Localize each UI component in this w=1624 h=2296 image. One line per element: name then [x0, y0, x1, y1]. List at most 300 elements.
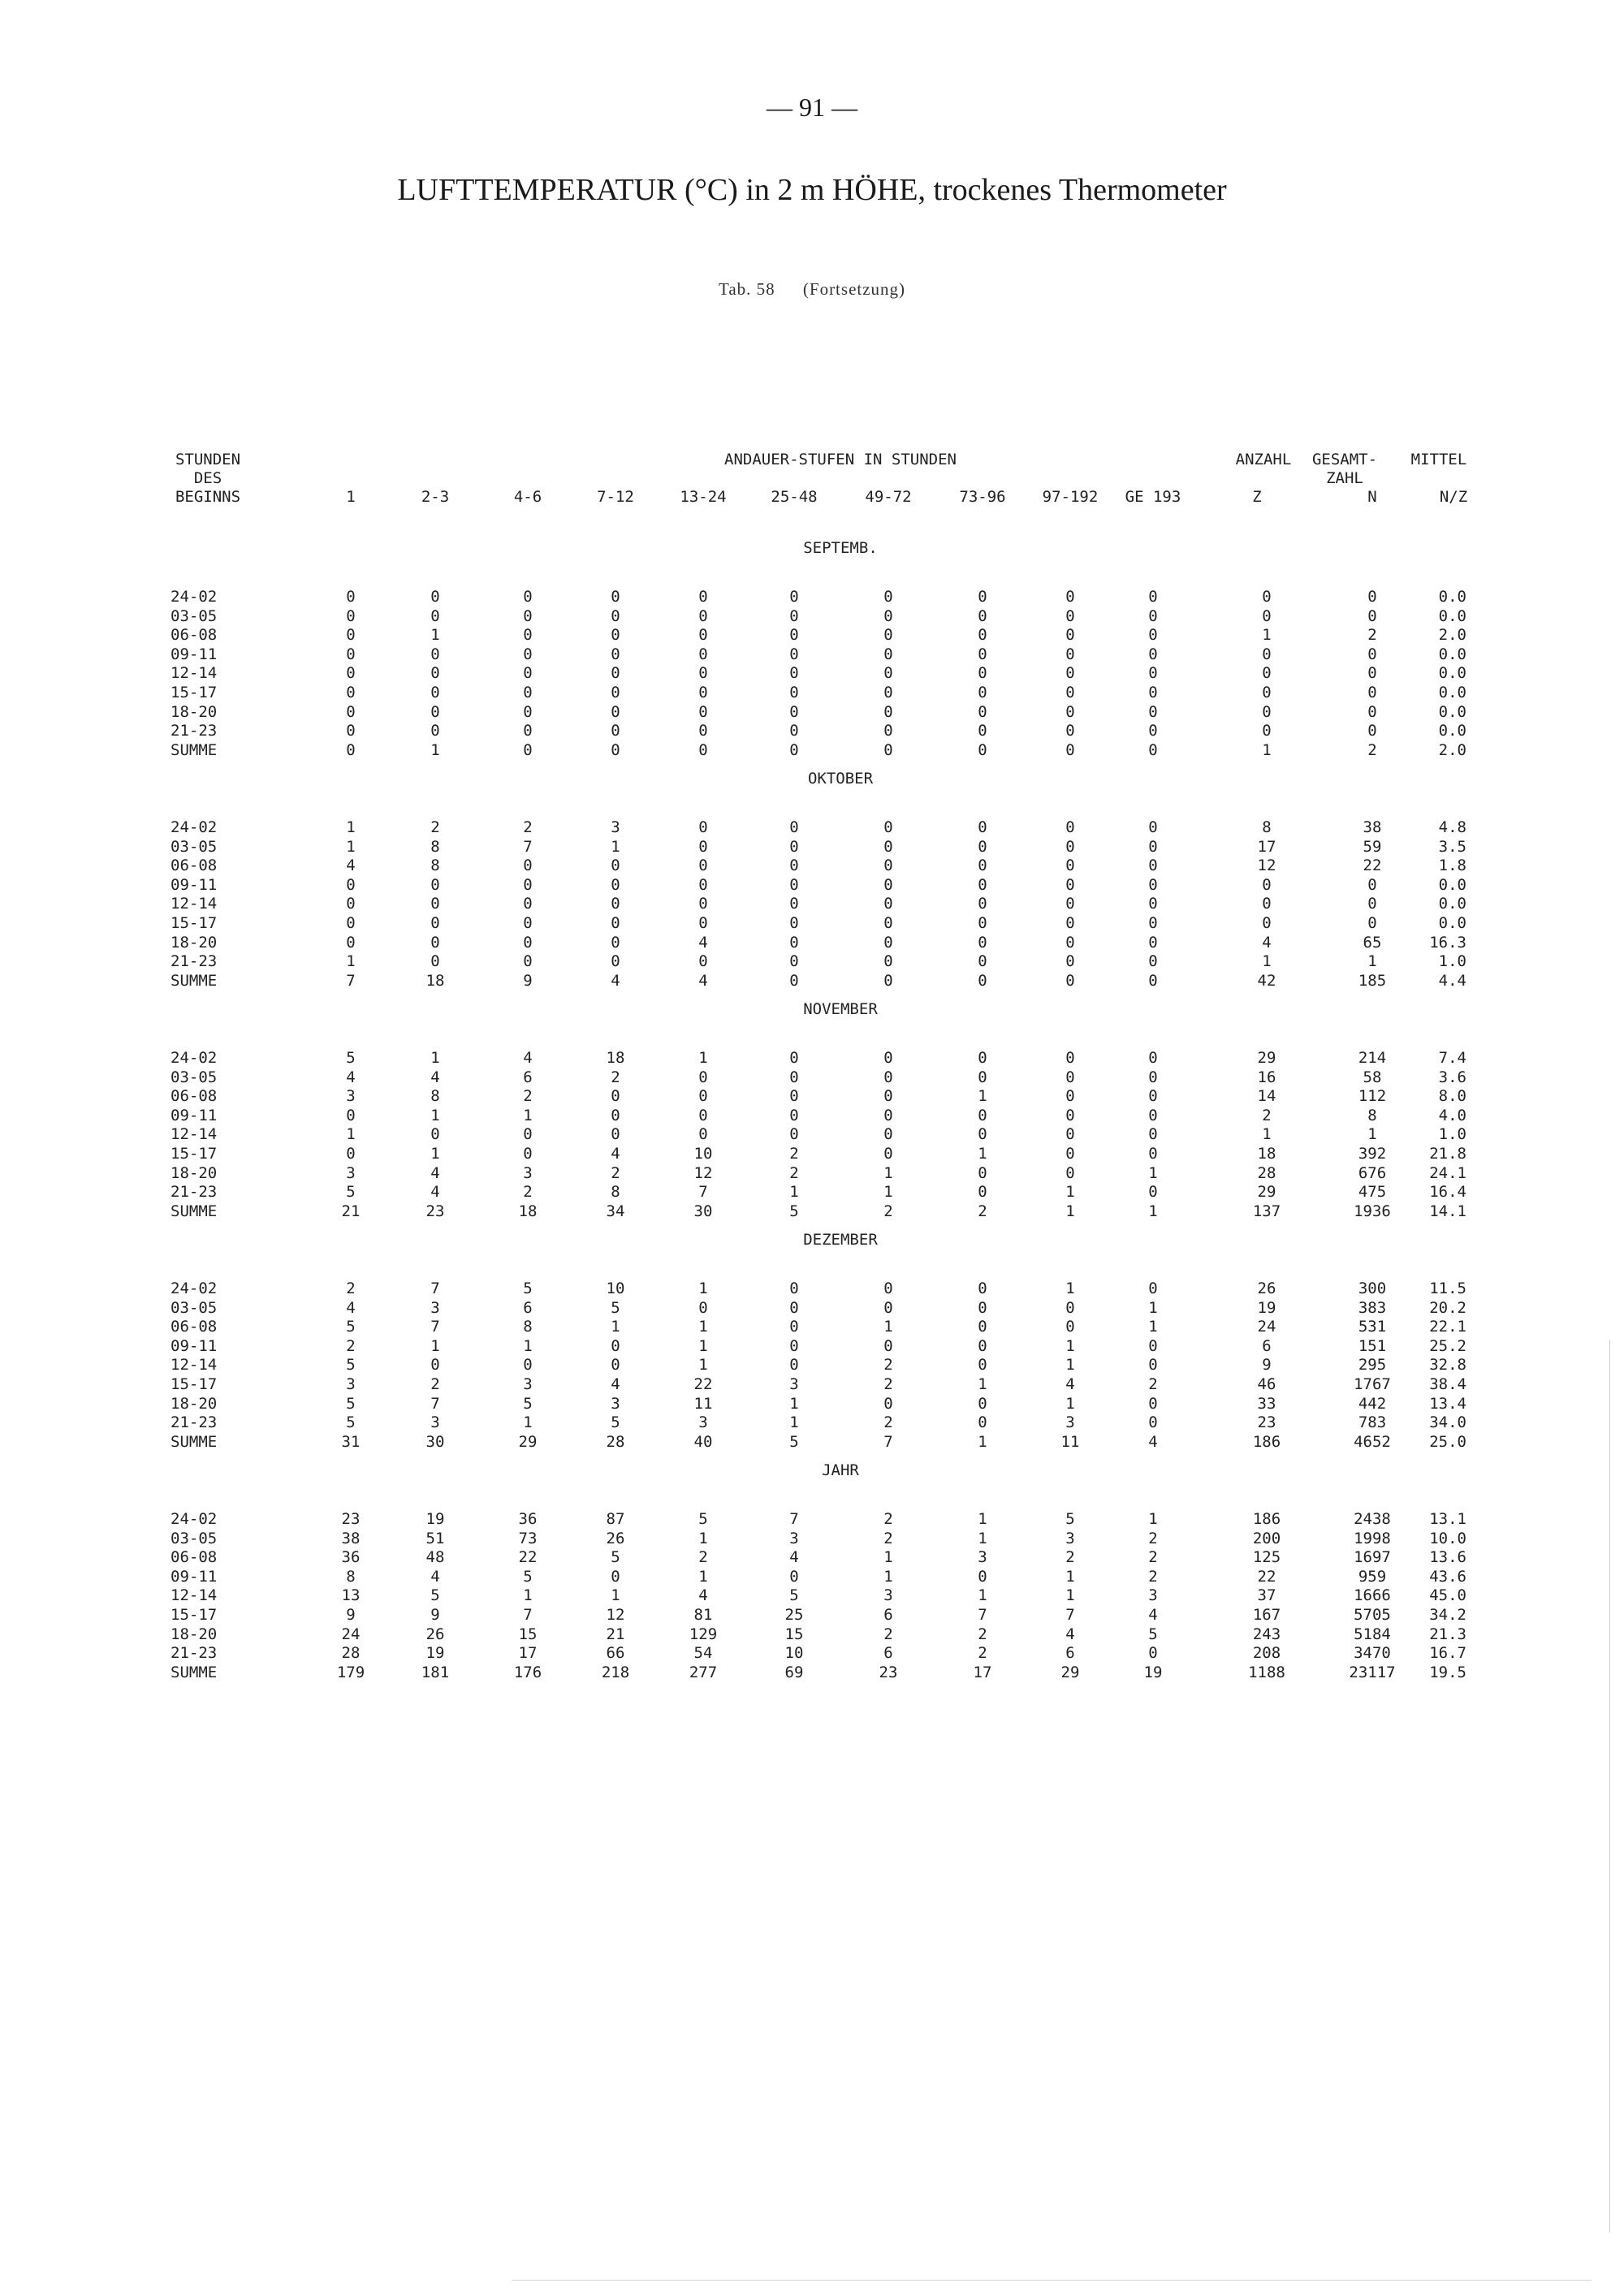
table-cell: 1	[1367, 1125, 1377, 1144]
table-cell: 0.0	[1438, 664, 1466, 683]
row-label: 06-08	[171, 1318, 218, 1336]
table-cell: 1	[978, 1375, 987, 1393]
table-cell: 4	[1065, 1625, 1075, 1643]
table-cell: 0	[523, 626, 533, 645]
table-cell: 0	[789, 684, 799, 701]
table-cell: 4652	[1354, 1432, 1391, 1451]
table-cell: 0	[883, 818, 893, 836]
table-cell: 4	[1262, 933, 1272, 952]
table-cell: 24	[1257, 1318, 1276, 1336]
table-cell: 1	[1065, 1356, 1075, 1375]
table-cell: 186	[1252, 1510, 1281, 1528]
row-label: SUMME	[171, 1663, 218, 1681]
table-cell: 3	[346, 1375, 356, 1393]
table-cell: 1	[430, 740, 440, 759]
row-label: 15-17	[171, 1375, 218, 1393]
scan-bottom-line	[512, 2280, 1592, 2281]
table-cell: 0	[883, 933, 893, 952]
table-cell: 26	[425, 1625, 445, 1643]
table-cell: 0	[430, 1356, 440, 1375]
section-title: DEZEMBER	[803, 1231, 878, 1249]
table-cell: 1.8	[1438, 857, 1466, 875]
table-cell: 3	[789, 1375, 799, 1393]
table-cell: 4	[1065, 1375, 1075, 1393]
row-label: 06-08	[171, 626, 218, 645]
table-cell: 392	[1358, 1145, 1387, 1163]
row-label: 12-14	[171, 1356, 218, 1375]
table-cell: 0	[430, 875, 440, 894]
table-cell: 0	[698, 1106, 708, 1124]
table-cell: 1	[1148, 1510, 1158, 1528]
table-cell: 0	[789, 702, 799, 721]
table-cell: 0	[1367, 645, 1377, 663]
table-cell: 0	[978, 588, 987, 606]
table-cell: 6	[523, 1298, 533, 1317]
table-cell: 73	[518, 1529, 538, 1547]
table-cell: 4	[523, 1049, 533, 1067]
table-cell: 475	[1358, 1183, 1387, 1202]
table-cell: 383	[1358, 1298, 1387, 1317]
table-cell: 11	[693, 1394, 713, 1413]
table-subtitle	[0, 279, 1624, 300]
table-cell: 0	[611, 1106, 620, 1124]
table-cell: 32.8	[1429, 1356, 1466, 1375]
table-cell: 1	[1065, 1183, 1075, 1202]
table-cell: 0	[698, 702, 708, 721]
table-cell: 3	[1065, 1413, 1075, 1432]
table-cell: 25.2	[1429, 1336, 1466, 1355]
table-cell: 2	[1148, 1375, 1158, 1393]
table-cell: 0	[883, 1068, 893, 1086]
table-cell: 24.1	[1429, 1163, 1466, 1182]
table-cell: 0	[789, 933, 799, 952]
row-label: 12-14	[171, 664, 218, 683]
table-cell: 4.8	[1438, 818, 1466, 836]
table-cell: 0	[1148, 664, 1158, 683]
table-cell: 1	[430, 1049, 440, 1067]
table-cell: 7	[523, 837, 533, 856]
row-label: 12-14	[171, 895, 218, 913]
table-cell: 0	[978, 1125, 987, 1144]
table-cell: 0	[978, 1318, 987, 1336]
table-cell: 0	[1367, 914, 1377, 932]
table-cell: 0	[430, 684, 440, 701]
table-cell: 1	[430, 1145, 440, 1163]
table-cell: 2	[883, 1356, 893, 1375]
table-cell: 2.0	[1438, 740, 1466, 759]
row-label: 18-20	[171, 702, 218, 721]
table-cell: 0	[789, 606, 799, 625]
table-cell: 4	[698, 933, 708, 952]
table-cell: 0	[789, 1049, 799, 1067]
table-cell: 0	[1262, 722, 1272, 740]
table-cell: 0	[1065, 740, 1075, 759]
table-cell: 0	[430, 645, 440, 663]
row-label: SUMME	[171, 971, 218, 990]
table-cell: 11	[1060, 1432, 1080, 1451]
table-cell: 1	[698, 1280, 708, 1297]
table-cell: 0	[1065, 971, 1075, 990]
table-cell: 0	[789, 740, 799, 759]
table-cell: 7	[698, 1183, 708, 1202]
table-cell: 0	[611, 606, 620, 625]
table-cell: 0	[346, 606, 356, 625]
table-cell: 12	[693, 1163, 713, 1182]
table-cell: 16	[1257, 1068, 1276, 1086]
table-cell: 81	[693, 1606, 713, 1624]
table-cell: 0	[430, 606, 440, 625]
table-cell: 28	[606, 1432, 625, 1451]
table-cell: 5	[1148, 1625, 1158, 1643]
row-label: SUMME	[171, 1432, 218, 1451]
table-cell: 66	[606, 1644, 625, 1663]
table-cell: 0	[1367, 895, 1377, 913]
row-label: SUMME	[171, 1202, 218, 1220]
continuation-note: (Fortsetzung)	[802, 279, 906, 299]
header-anzahl: ANZAHL	[1235, 451, 1292, 468]
table-cell: 0	[883, 684, 893, 701]
table-cell: 0	[1148, 952, 1158, 971]
table-cell: 3	[789, 1529, 799, 1547]
table-cell: 7	[346, 971, 356, 990]
row-label: 21-23	[171, 952, 218, 971]
table-cell: 5	[346, 1394, 356, 1413]
section-title: NOVEMBER	[803, 1000, 878, 1018]
row-label: 24-02	[171, 1280, 218, 1297]
table-cell: 2	[1367, 740, 1377, 759]
table-cell: 2	[523, 1087, 533, 1106]
table-cell: 3	[611, 818, 620, 836]
table-cell: 13.6	[1429, 1548, 1466, 1567]
table-cell: 5	[523, 1567, 533, 1586]
table-cell: 38.4	[1429, 1375, 1466, 1393]
table-cell: 0	[978, 1394, 987, 1413]
table-cell: 23	[879, 1663, 898, 1681]
table-cell: 8	[611, 1183, 620, 1202]
table-cell: 2	[789, 1145, 799, 1163]
table-cell: 2	[523, 818, 533, 836]
table-cell: 1	[978, 1510, 987, 1528]
table-cell: 1	[883, 1318, 893, 1336]
table-cell: 1	[698, 1336, 708, 1355]
table-cell: 0	[883, 1145, 893, 1163]
table-cell: 0	[883, 875, 893, 894]
table-cell: 783	[1358, 1413, 1387, 1432]
table-cell: 1	[346, 818, 356, 836]
table-cell: 0	[789, 875, 799, 894]
table-cell: 0	[883, 857, 893, 875]
table-cell: 179	[336, 1663, 365, 1681]
row-label: 06-08	[171, 1087, 218, 1106]
table-cell: 0	[789, 952, 799, 971]
table-cell: 0	[1065, 857, 1075, 875]
table-cell: 0	[1148, 1106, 1158, 1124]
table-cell: 21.3	[1429, 1625, 1466, 1643]
table-cell: 0	[1262, 895, 1272, 913]
row-label: 18-20	[171, 933, 218, 952]
table-cell: 0	[1065, 952, 1075, 971]
row-label: 15-17	[171, 1145, 218, 1163]
table-cell: 17	[973, 1663, 992, 1681]
table-cell: 5	[346, 1356, 356, 1375]
table-cell: 0	[789, 1567, 799, 1586]
table-cell: 3	[1148, 1586, 1158, 1605]
table-cell: 26	[606, 1529, 625, 1547]
table-cell: 531	[1358, 1318, 1387, 1336]
table-cell: 22	[518, 1548, 538, 1567]
table-cell: 0	[698, 1125, 708, 1144]
table-cell: 0	[1148, 1280, 1158, 1297]
table-cell: 0	[698, 1298, 708, 1317]
table-cell: 2	[883, 1413, 893, 1432]
table-cell: 7	[978, 1606, 987, 1624]
table-cell: 0	[978, 1298, 987, 1317]
table-cell: 0	[1148, 722, 1158, 740]
table-cell: 5	[523, 1280, 533, 1297]
table-cell: 0	[789, 818, 799, 836]
table-cell: 18	[606, 1049, 625, 1067]
table-cell: 1	[1065, 1567, 1075, 1586]
header-n: N	[1367, 488, 1377, 506]
table-cell: 11.5	[1429, 1280, 1466, 1297]
table-cell: 125	[1252, 1548, 1281, 1567]
section-title: JAHR	[822, 1461, 859, 1479]
table-cell: 2	[611, 1068, 620, 1086]
table-cell: 1	[1065, 1394, 1075, 1413]
row-label: 09-11	[171, 875, 218, 894]
table-cell: 0	[1262, 875, 1272, 894]
table-cell: 4	[789, 1548, 799, 1567]
table-cell: 295	[1358, 1356, 1387, 1375]
table-cell: 1	[1065, 1280, 1075, 1297]
table-cell: 10	[606, 1280, 625, 1297]
section-title: OKTOBER	[807, 770, 874, 788]
table-cell: 19	[1143, 1663, 1163, 1681]
table-cell: 0	[523, 1125, 533, 1144]
table-cell: 0	[789, 1068, 799, 1086]
table-cell: 1.0	[1438, 1125, 1466, 1144]
table-cell: 59	[1363, 837, 1382, 856]
table-cell: 0	[611, 588, 620, 606]
table-cell: 1.0	[1438, 952, 1466, 971]
header-zahl: ZAHL	[1326, 469, 1363, 487]
table-cell: 2	[1367, 626, 1377, 645]
table-cell: 1	[346, 1125, 356, 1144]
table-cell: 0	[1367, 606, 1377, 625]
row-label: 03-05	[171, 837, 218, 856]
table-cell: 1	[978, 1145, 987, 1163]
table-cell: 0	[978, 1280, 987, 1297]
table-cell: 0	[611, 684, 620, 701]
table-cell: 3	[346, 1163, 356, 1182]
table-cell: 0	[789, 971, 799, 990]
table-cell: 28	[1257, 1163, 1276, 1182]
table-cell: 0	[1065, 1125, 1075, 1144]
table-cell: 15	[784, 1625, 804, 1643]
table-cell: 2	[978, 1202, 987, 1220]
row-label: 18-20	[171, 1163, 218, 1182]
table-cell: 30	[693, 1202, 713, 1220]
table-cell: 0	[611, 933, 620, 952]
table-cell: 1	[1065, 1336, 1075, 1355]
table-cell: 5	[698, 1510, 708, 1528]
table-cell: 0	[430, 952, 440, 971]
table-cell: 0	[1148, 740, 1158, 759]
table-cell: 0	[978, 1068, 987, 1086]
row-label: 09-11	[171, 1336, 218, 1355]
table-cell: 5	[346, 1413, 356, 1432]
table-cell: 0	[1065, 1068, 1075, 1086]
table-cell: 0	[978, 818, 987, 836]
table-cell: 442	[1358, 1394, 1387, 1413]
table-cell: 0	[1148, 606, 1158, 625]
table-cell: 0	[978, 1336, 987, 1355]
table-cell: 0	[611, 740, 620, 759]
table-cell: 34.2	[1429, 1606, 1466, 1624]
table-cell: 12	[1257, 857, 1276, 875]
table-cell: 2	[1148, 1567, 1158, 1586]
table-cell: 0	[1148, 895, 1158, 913]
table-cell: 2	[346, 1336, 356, 1355]
table-cell: 0	[523, 722, 533, 740]
table-cell: 1	[698, 1529, 708, 1547]
table-cell: 0	[430, 664, 440, 683]
table-cell: 0	[883, 588, 893, 606]
table-cell: 0	[978, 857, 987, 875]
table-cell: 4	[346, 1298, 356, 1317]
table-cell: 0	[611, 895, 620, 913]
table-cell: 0	[1065, 645, 1075, 663]
table-cell: 1	[883, 1567, 893, 1586]
table-cell: 16.4	[1429, 1183, 1466, 1202]
table-cell: 1	[789, 1413, 799, 1432]
header-stufe: 1	[346, 488, 356, 506]
table-cell: 4	[430, 1567, 440, 1586]
table-cell: 54	[693, 1644, 713, 1663]
table-cell: 2	[883, 1529, 893, 1547]
table-cell: 0	[1148, 933, 1158, 952]
table-cell: 8	[430, 857, 440, 875]
table-cell: 8	[1367, 1106, 1377, 1124]
table-cell: 0	[1262, 645, 1272, 663]
row-label: 06-08	[171, 857, 218, 875]
table-cell: 0	[611, 1356, 620, 1375]
table-cell: 3	[430, 1298, 440, 1317]
table-cell: 0	[1065, 837, 1075, 856]
table-cell: 21.8	[1429, 1145, 1466, 1163]
table-cell: 0	[1065, 1087, 1075, 1106]
table-cell: 7	[883, 1432, 893, 1451]
table-cell: 200	[1252, 1529, 1281, 1547]
table-cell: 1	[611, 1318, 620, 1336]
table-cell: 1	[611, 1586, 620, 1605]
table-cell: 0	[978, 606, 987, 625]
table-cell: 0	[1148, 1394, 1158, 1413]
table-cell: 22.1	[1429, 1318, 1466, 1336]
table-cell: 218	[601, 1663, 630, 1681]
table-cell: 0	[698, 952, 708, 971]
table-cell: 1	[523, 1586, 533, 1605]
table-cell: 0	[523, 857, 533, 875]
table-cell: 0	[883, 1049, 893, 1067]
table-cell: 0	[611, 1336, 620, 1355]
table-cell: 45.0	[1429, 1586, 1466, 1605]
table-cell: 0	[1065, 1163, 1075, 1182]
table-cell: 34	[606, 1202, 625, 1220]
table-cell: 3	[883, 1586, 893, 1605]
table-cell: 167	[1252, 1606, 1281, 1624]
table-cell: 1998	[1354, 1529, 1391, 1547]
table-cell: 23	[341, 1510, 361, 1528]
table-cell: 0	[430, 722, 440, 740]
table-cell: 0	[978, 664, 987, 683]
table-cell: 0	[1148, 1125, 1158, 1144]
table-cell: 0	[430, 895, 440, 913]
table-cell: 0	[978, 895, 987, 913]
row-label: 03-05	[171, 606, 218, 625]
table-cell: 0	[1065, 1298, 1075, 1317]
table-cell: 3.6	[1438, 1068, 1466, 1086]
table-cell: 0	[611, 952, 620, 971]
table-cell: 5	[346, 1049, 356, 1067]
table-cell: 0	[1065, 702, 1075, 721]
table-cell: 30	[425, 1432, 445, 1451]
table-cell: 0	[698, 875, 708, 894]
table-cell: 1	[978, 1087, 987, 1106]
table-cell: 137	[1252, 1202, 1281, 1220]
table-cell: 0	[883, 895, 893, 913]
table-cell: 5184	[1354, 1625, 1391, 1643]
header-stufe: 49-72	[865, 488, 912, 506]
table-cell: 0	[883, 1087, 893, 1106]
table-cell: 20.2	[1429, 1298, 1466, 1317]
table-cell: 1	[430, 1336, 440, 1355]
table-cell: 7	[430, 1318, 440, 1336]
table-cell: 4.4	[1438, 971, 1466, 990]
header-stufe: 7-12	[597, 488, 634, 506]
table-cell: 0	[789, 1125, 799, 1144]
table-cell: 43.6	[1429, 1567, 1466, 1586]
table-cell: 0	[883, 1336, 893, 1355]
table-cell: 6	[883, 1606, 893, 1624]
table-cell: 6	[523, 1068, 533, 1086]
table-cell: 1	[698, 1049, 708, 1067]
row-label: 03-05	[171, 1529, 218, 1547]
table-cell: 0	[789, 1298, 799, 1317]
header-mittel: MITTEL	[1410, 451, 1467, 468]
table-cell: 0	[1148, 626, 1158, 645]
table-cell: 0	[883, 1394, 893, 1413]
table-cell: 16.3	[1429, 933, 1466, 952]
table-cell: 0	[1262, 588, 1272, 606]
table-cell: 2	[978, 1625, 987, 1643]
table-cell: 0	[1065, 1049, 1075, 1067]
table-cell: 0	[1148, 818, 1158, 836]
table-cell: 0	[1065, 818, 1075, 836]
page-title: LUFTTEMPERATUR (°C) in 2 m HÖHE, trockenes Thermometer	[397, 173, 1227, 207]
table-cell: 7	[430, 1280, 440, 1297]
table-cell: 2.0	[1438, 626, 1466, 645]
table-cell: 0	[346, 626, 356, 645]
table-cell: 0	[698, 645, 708, 663]
table-cell: 2	[1065, 1548, 1075, 1567]
table-reference: Tab. 58	[718, 279, 775, 299]
table-cell: 5	[1065, 1510, 1075, 1528]
table-cell: 0	[978, 1183, 987, 1202]
table-cell: 0	[978, 1049, 987, 1067]
table-cell: 0	[1367, 702, 1377, 721]
table-cell: 9	[346, 1606, 356, 1624]
